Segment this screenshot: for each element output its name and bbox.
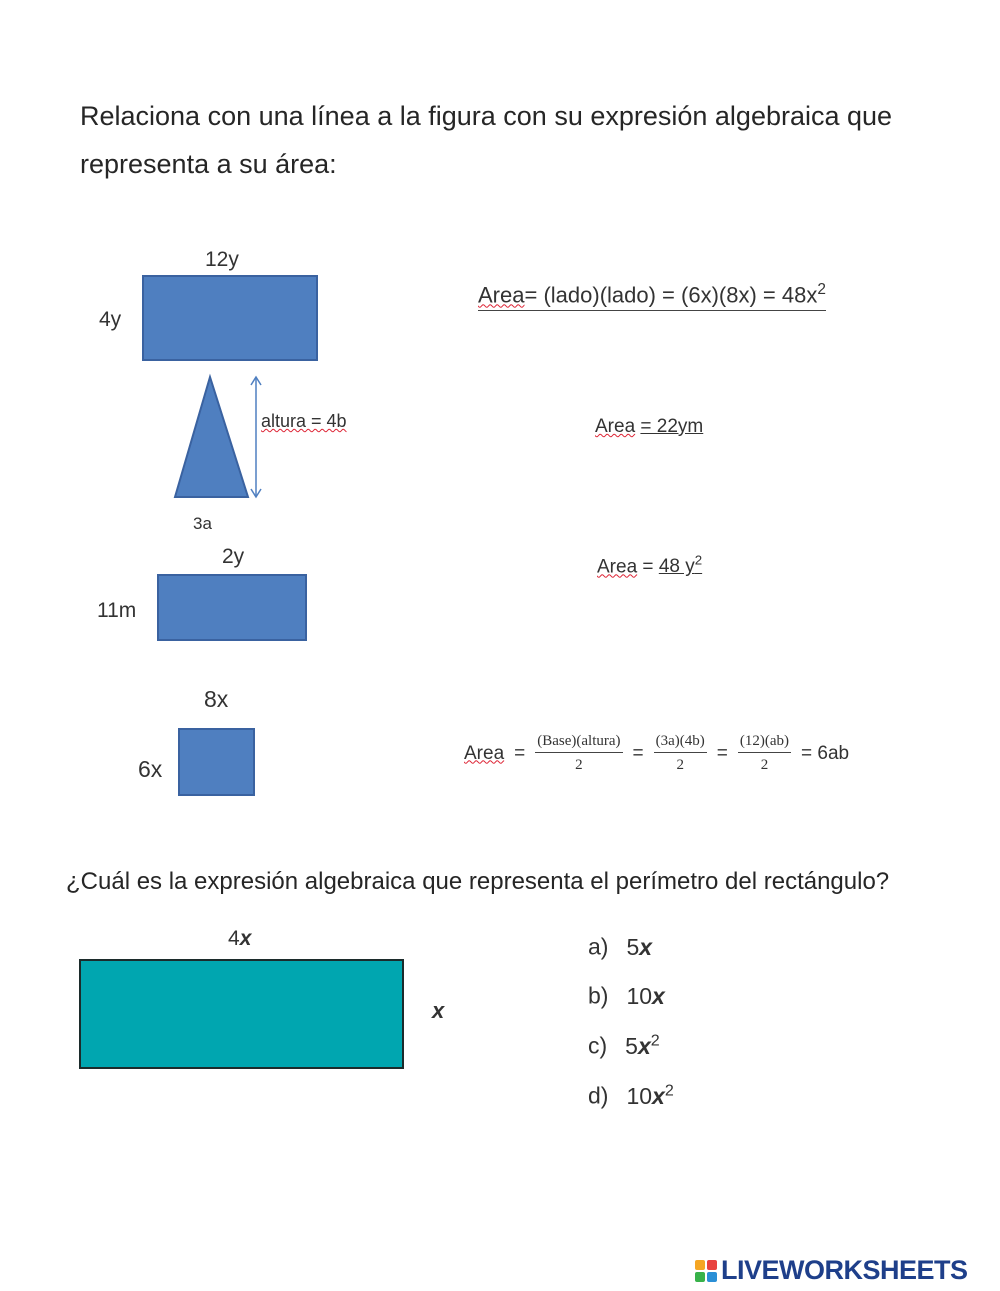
option-d[interactable]: d) $10x^2$ (588, 1081, 674, 1109)
rect2-side-label: 11m (97, 599, 137, 622)
fraction-2: $\frac{(3a)(4b)}{2}$ (655, 733, 705, 773)
instructions-text: Relaciona con una línea a la figura con su expresión algebraica que representa a su área: (80, 101, 893, 179)
expression-1[interactable]: Area= (lado)(lado) = $(6x)(8x) = 48x^2$ (478, 281, 826, 311)
fraction-3: $\frac{(12)(ab)}{2}$ (739, 733, 790, 773)
rect2-top-label: 2y (222, 545, 245, 568)
rectangle-top-label: 4x (228, 927, 252, 950)
rect1-top-label: 12y (205, 248, 239, 271)
question-text: ¿Cuál es la expresión algebraica que representa el perímetro del rectángulo? (66, 868, 890, 895)
rect2-shape[interactable] (157, 574, 307, 641)
triangle-base-label: 3a (193, 514, 212, 533)
brand-logo (695, 1255, 968, 1286)
logo-icon (695, 1260, 717, 1282)
fraction-1: $\frac{\text{(Base)(altura)}}{2}$ (537, 733, 621, 773)
option-b[interactable]: b) 10x (588, 982, 665, 1009)
square-side-label: 6x (138, 756, 163, 782)
option-c[interactable]: c) $5x^2$ (588, 1031, 660, 1059)
square-shape[interactable] (178, 728, 255, 796)
brand-text: LIVEWORKSHEETS (721, 1255, 968, 1285)
expression-3[interactable]: Area = 48 $y^2$ (597, 553, 703, 578)
rectangle-side-label: x (432, 998, 445, 1023)
expression-2[interactable]: Area = 22ym (595, 416, 704, 437)
rect1-shape[interactable] (142, 275, 318, 361)
triangle-shape[interactable] (175, 377, 248, 497)
height-arrow-icon (248, 374, 264, 500)
teal-rectangle (79, 959, 404, 1069)
triangle-height-label: altura = 4b (261, 411, 347, 431)
expression-4[interactable]: Area = $\frac{\text{(Base)(altura)}}{2}$ = $\frac{(3a)(4b)}{2}$ = $\frac{(12)(ab)}{2}$ = 6ab (464, 733, 850, 773)
square-top-label: 8x (204, 686, 229, 712)
rect1-side-label: 4y (99, 308, 122, 331)
option-a[interactable]: a) 5x (588, 933, 653, 960)
